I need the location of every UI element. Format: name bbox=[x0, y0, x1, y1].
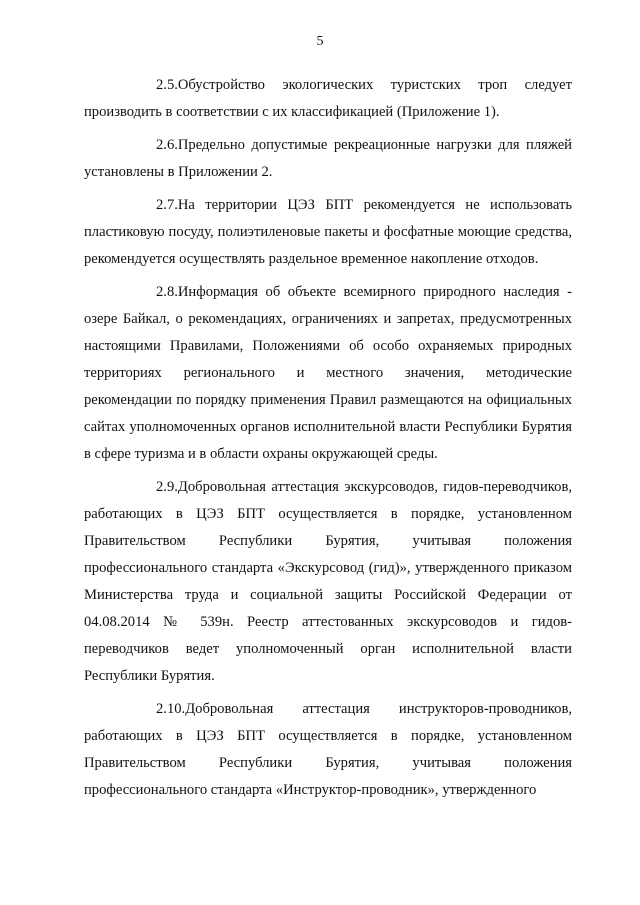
page-number: 5 bbox=[316, 34, 324, 49]
paragraph-2-8 bbox=[84, 279, 572, 468]
paragraph-number: 2.5. bbox=[156, 77, 178, 93]
paragraph-number: 2.10. bbox=[156, 701, 186, 717]
paragraph-number: 2.8. bbox=[156, 284, 178, 300]
paragraph-number: 2.7. bbox=[156, 197, 178, 213]
paragraph-text: Обустройство экологических туристских троп следует производить в соответствии с их классификацией (Приложение 1). bbox=[84, 77, 572, 120]
paragraph-number: 2.6. bbox=[156, 137, 178, 153]
paragraph-text: Добровольная аттестация инструкторов-проводников, работающих в ЦЭЗ БПТ осуществляется в порядке, установленном Правительством Республики Бурятия, учитывая положения профессионального стандарта «Инструктор-проводник», утвержденного bbox=[84, 701, 572, 798]
paragraph-2-5 bbox=[84, 72, 572, 126]
paragraph-text: Информация об объекте всемирного природного наследия - озере Байкал, о рекомендациях, ограничениях и запретах, предусмотренных настоящими Правилами, Положениями об особо охраняемых природных территориях регионального и местного значения, методические рекомендации по порядку применения Правил размещаются на официальных сайтах уполномоченных органов исполнительной власти Республики Бурятия в сфере туризма и в области охраны окружающей среды. bbox=[84, 284, 572, 462]
paragraph-text: На территории ЦЭЗ БПТ рекомендуется не использовать пластиковую посуду, полиэтиленовые пакеты и фосфатные моющие средства, рекомендуется осуществлять раздельное временное накопление отходов. bbox=[84, 197, 572, 267]
document-body bbox=[84, 72, 572, 810]
paragraph-2-9 bbox=[84, 474, 572, 690]
paragraph-2-6 bbox=[84, 132, 572, 186]
paragraph-text: Предельно допустимые рекреационные нагрузки для пляжей установлены в Приложении 2. bbox=[84, 137, 572, 180]
paragraph-number: 2.9. bbox=[156, 479, 178, 495]
paragraph-2-7 bbox=[84, 192, 572, 273]
paragraph-2-10 bbox=[84, 696, 572, 804]
paragraph-text: Добровольная аттестация экскурсоводов, гидов-переводчиков, работающих в ЦЭЗ БПТ осуществляется в порядке, установленном Правительством Республики Бурятия, учитывая положения профессионального стандарта «Экскурсовод (гид)», утвержденного приказом Министерства труда и социальной защиты Российской Федерации от 04.08.2014 № 539н. Реестр аттестованных экскурсоводов и гидов-переводчиков ведет уполномоченный орган исполнительной власти Республики Бурятия. bbox=[84, 479, 572, 684]
